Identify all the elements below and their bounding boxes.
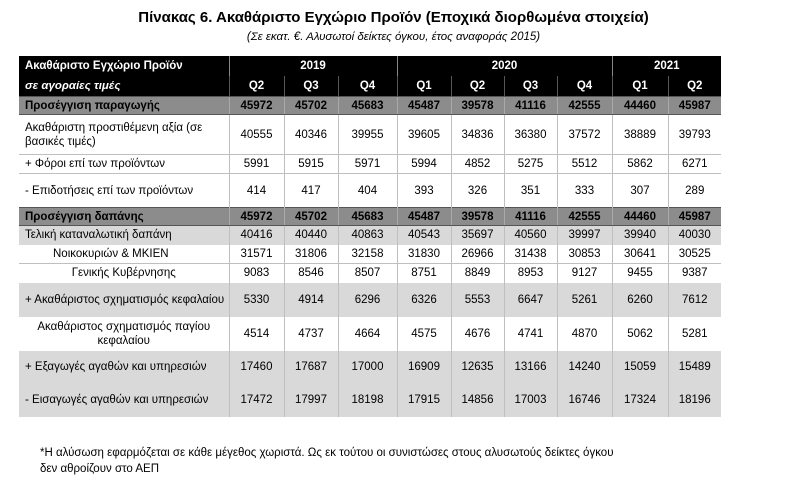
quarter-header: Q2 <box>668 76 721 97</box>
value-cell: 4664 <box>338 317 397 351</box>
year-header: 2021 <box>612 56 721 76</box>
quarter-header: Q2 <box>229 76 284 97</box>
value-cell: 9387 <box>668 264 721 283</box>
value-cell: 41116 <box>504 97 557 115</box>
value-cell: 36380 <box>504 115 557 155</box>
row-label: Γενικής Κυβέρνησης <box>19 264 229 283</box>
value-cell: 333 <box>557 174 612 208</box>
value-cell: 31571 <box>229 245 284 264</box>
quarter-header: Q3 <box>504 76 557 97</box>
table-title: Πίνακας 6. Ακαθάριστο Εγχώριο Προϊόν (Εποχικά διορθωμένα στοιχεία) <box>138 9 649 26</box>
value-cell: 17687 <box>284 351 338 384</box>
value-cell: 404 <box>338 174 397 208</box>
value-cell: 38889 <box>612 115 668 155</box>
value-cell: 30525 <box>668 245 721 264</box>
value-cell: 8751 <box>397 264 451 283</box>
value-cell: 5512 <box>557 155 612 174</box>
value-cell: 5994 <box>397 155 451 174</box>
table-subtitle: (Σε εκατ. €. Αλυσωτοί δείκτες όγκου, έτος αναφοράς 2015) <box>246 31 541 43</box>
value-cell: 45702 <box>284 97 338 115</box>
value-cell: 30853 <box>557 245 612 264</box>
value-cell: 40560 <box>504 226 557 245</box>
value-cell: 5330 <box>229 283 284 317</box>
value-cell: 5915 <box>284 155 338 174</box>
value-cell: 45487 <box>397 208 451 226</box>
row-label: - Επιδοτήσεις επί των προϊόντων <box>19 174 229 208</box>
value-cell: 17915 <box>397 384 451 417</box>
value-cell: 12635 <box>451 351 504 384</box>
row-label: Ακαθάριστος σχηματισμός παγίου κεφαλαίου <box>19 317 229 351</box>
quarter-header: Q1 <box>397 76 451 97</box>
value-cell: 326 <box>451 174 504 208</box>
value-cell: 417 <box>284 174 338 208</box>
value-cell: 17003 <box>504 384 557 417</box>
value-cell: 45972 <box>229 97 284 115</box>
row-label: Προσέγγιση παραγωγής <box>19 97 229 115</box>
table-row <box>19 283 721 317</box>
value-cell: 15059 <box>612 351 668 384</box>
table-row <box>19 174 721 208</box>
value-cell: 45987 <box>668 97 721 115</box>
header-row-years <box>19 56 721 76</box>
value-cell: 40543 <box>397 226 451 245</box>
value-cell: 14856 <box>451 384 504 417</box>
row-label: Προσέγγιση δαπάνης <box>19 208 229 226</box>
value-cell: 9127 <box>557 264 612 283</box>
value-cell: 14240 <box>557 351 612 384</box>
header-label: Ακαθάριστο Εγχώριο Προϊόν <box>19 56 229 76</box>
table-row <box>19 208 721 226</box>
value-cell: 4514 <box>229 317 284 351</box>
value-cell: 45972 <box>229 208 284 226</box>
value-cell: 42555 <box>557 97 612 115</box>
value-cell: 41116 <box>504 208 557 226</box>
value-cell: 5991 <box>229 155 284 174</box>
value-cell: 9455 <box>612 264 668 283</box>
value-cell: 45683 <box>338 208 397 226</box>
value-cell: 414 <box>229 174 284 208</box>
value-cell: 39997 <box>557 226 612 245</box>
table-row <box>19 245 721 264</box>
value-cell: 40416 <box>229 226 284 245</box>
value-cell: 17997 <box>284 384 338 417</box>
value-cell: 44460 <box>612 208 668 226</box>
value-cell: 4914 <box>284 283 338 317</box>
value-cell: 18196 <box>668 384 721 417</box>
row-label: Ακαθάριστη προστιθέμενη αξία (σε βασικές τιμές) <box>19 115 229 155</box>
value-cell: 8507 <box>338 264 397 283</box>
value-cell: 30641 <box>612 245 668 264</box>
value-cell: 39955 <box>338 115 397 155</box>
row-label: + Εξαγωγές αγαθών και υπηρεσιών <box>19 351 229 384</box>
value-cell: 5261 <box>557 283 612 317</box>
table-row <box>19 155 721 174</box>
value-cell: 307 <box>612 174 668 208</box>
value-cell: 31806 <box>284 245 338 264</box>
gdp-table <box>19 56 721 417</box>
value-cell: 351 <box>504 174 557 208</box>
value-cell: 4870 <box>557 317 612 351</box>
quarter-header: Q4 <box>557 76 612 97</box>
value-cell: 6271 <box>668 155 721 174</box>
value-cell: 39605 <box>397 115 451 155</box>
value-cell: 45702 <box>284 208 338 226</box>
value-cell: 26966 <box>451 245 504 264</box>
header-sublabel: σε αγοραίες τιμές <box>19 76 229 97</box>
table-row <box>19 317 721 351</box>
value-cell: 31830 <box>397 245 451 264</box>
value-cell: 39940 <box>612 226 668 245</box>
row-label: + Φόροι επί των προϊόντων <box>19 155 229 174</box>
value-cell: 45683 <box>338 97 397 115</box>
value-cell: 8849 <box>451 264 504 283</box>
value-cell: 37572 <box>557 115 612 155</box>
value-cell: 45487 <box>397 97 451 115</box>
value-cell: 5275 <box>504 155 557 174</box>
value-cell: 40346 <box>284 115 338 155</box>
value-cell: 13166 <box>504 351 557 384</box>
table-row <box>19 115 721 155</box>
quarter-header: Q4 <box>338 76 397 97</box>
value-cell: 40863 <box>338 226 397 245</box>
footnote <box>40 445 740 477</box>
value-cell: 18198 <box>338 384 397 417</box>
row-label: - Εισαγωγές αγαθών και υπηρεσιών <box>19 384 229 417</box>
value-cell: 42555 <box>557 208 612 226</box>
value-cell: 39578 <box>451 97 504 115</box>
value-cell: 15489 <box>668 351 721 384</box>
value-cell: 39793 <box>668 115 721 155</box>
value-cell: 393 <box>397 174 451 208</box>
value-cell: 4737 <box>284 317 338 351</box>
value-cell: 40030 <box>668 226 721 245</box>
value-cell: 289 <box>668 174 721 208</box>
value-cell: 6296 <box>338 283 397 317</box>
quarter-header: Q3 <box>284 76 338 97</box>
value-cell: 5862 <box>612 155 668 174</box>
value-cell: 8953 <box>504 264 557 283</box>
value-cell: 34836 <box>451 115 504 155</box>
year-header: 2019 <box>229 56 397 76</box>
row-label: Νοικοκυριών & ΜΚΙΕΝ <box>19 245 229 264</box>
value-cell: 17472 <box>229 384 284 417</box>
value-cell: 35697 <box>451 226 504 245</box>
value-cell: 4575 <box>397 317 451 351</box>
value-cell: 6326 <box>397 283 451 317</box>
value-cell: 4676 <box>451 317 504 351</box>
value-cell: 17460 <box>229 351 284 384</box>
value-cell: 5971 <box>338 155 397 174</box>
row-label: + Ακαθάριστος σχηματισμός κεφαλαίου <box>19 283 229 317</box>
footnote-line: *Η αλύσωση εφαρμόζεται σε κάθε μέγεθος χωριστά. Ως εκ τούτου οι συνιστώσες στους αλυσωτούς δείκτες όγκου <box>40 447 614 459</box>
value-cell: 39578 <box>451 208 504 226</box>
quarter-header: Q1 <box>612 76 668 97</box>
table-row <box>19 226 721 245</box>
value-cell: 17000 <box>338 351 397 384</box>
value-cell: 6647 <box>504 283 557 317</box>
value-cell: 40440 <box>284 226 338 245</box>
value-cell: 7612 <box>668 283 721 317</box>
value-cell: 9083 <box>229 264 284 283</box>
value-cell: 6260 <box>612 283 668 317</box>
value-cell: 40555 <box>229 115 284 155</box>
table-row <box>19 384 721 417</box>
table-row <box>19 351 721 384</box>
value-cell: 17324 <box>612 384 668 417</box>
row-label: Τελική καταναλωτική δαπάνη <box>19 226 229 245</box>
value-cell: 44460 <box>612 97 668 115</box>
table-row <box>19 97 721 115</box>
footnote-line: δεν αθροίζουν στο ΑΕΠ <box>40 463 160 475</box>
value-cell: 5553 <box>451 283 504 317</box>
value-cell: 5062 <box>612 317 668 351</box>
value-cell: 16746 <box>557 384 612 417</box>
value-cell: 45987 <box>668 208 721 226</box>
value-cell: 8546 <box>284 264 338 283</box>
value-cell: 4852 <box>451 155 504 174</box>
value-cell: 16909 <box>397 351 451 384</box>
value-cell: 31438 <box>504 245 557 264</box>
value-cell: 32158 <box>338 245 397 264</box>
header-row-quarters <box>19 76 721 97</box>
table-row <box>19 264 721 283</box>
value-cell: 5281 <box>668 317 721 351</box>
value-cell: 4741 <box>504 317 557 351</box>
quarter-header: Q2 <box>451 76 504 97</box>
year-header: 2020 <box>397 56 612 76</box>
